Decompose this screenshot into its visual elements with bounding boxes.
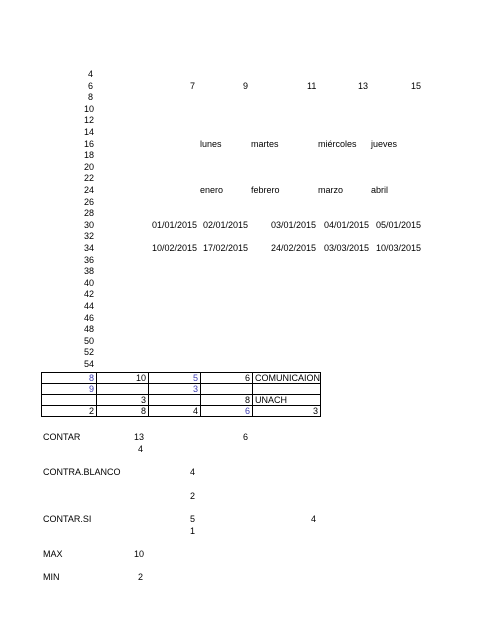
- cell: 02/01/2015: [203, 219, 249, 230]
- formula-label-min: MIN: [43, 572, 60, 582]
- cell: 40: [84, 277, 95, 288]
- cell: 16: [84, 138, 95, 149]
- cell: 30: [84, 219, 95, 230]
- cell: 26: [84, 196, 95, 207]
- table-cell[interactable]: 8: [42, 373, 97, 384]
- table-cell[interactable]: 8: [97, 406, 149, 417]
- table-row: [42, 406, 321, 417]
- table-cell[interactable]: 9: [42, 384, 97, 395]
- cell: 8: [88, 92, 94, 103]
- cell: 44: [84, 301, 95, 311]
- cell: 54: [84, 359, 95, 369]
- table-cell[interactable]: [42, 395, 97, 406]
- cell: 6: [88, 80, 94, 91]
- cell: 28: [84, 208, 95, 219]
- table-cell[interactable]: UNACH: [253, 395, 321, 406]
- cell: 34: [84, 243, 95, 253]
- table-cell[interactable]: 4: [149, 406, 201, 417]
- formula-value: 13: [134, 432, 145, 442]
- formula-label-max: MAX: [43, 549, 63, 559]
- cell: 14: [84, 127, 95, 137]
- cell: 20: [84, 161, 95, 172]
- table-row: [42, 395, 321, 406]
- table-cell[interactable]: 8: [201, 395, 253, 406]
- table-cell[interactable]: 5: [149, 373, 201, 384]
- cell: 22: [84, 173, 95, 184]
- formula-value: 10: [134, 549, 145, 559]
- cell: febrero: [251, 185, 280, 195]
- table-row: [42, 384, 321, 395]
- table-cell[interactable]: 6: [201, 373, 253, 384]
- cell: 38: [84, 266, 95, 277]
- formula-label-contar-si: CONTAR.SI: [43, 514, 92, 524]
- cell: 42: [84, 289, 95, 300]
- cell: 11: [307, 80, 317, 91]
- formula-label-contar: CONTAR: [43, 432, 81, 442]
- table-cell[interactable]: 6: [201, 406, 253, 417]
- cell: 24/02/2015: [271, 243, 317, 253]
- cell: 01/01/2015: [152, 219, 198, 230]
- cell: 50: [84, 335, 95, 346]
- cell: 03/01/2015: [271, 219, 317, 230]
- formula-value: 4: [138, 444, 144, 454]
- cell: 10/02/2015: [152, 243, 198, 253]
- cell: 36: [84, 254, 95, 265]
- data-table: [41, 372, 321, 417]
- cell: abril: [371, 185, 389, 195]
- table-row: [42, 373, 321, 384]
- cell: 52: [84, 347, 95, 358]
- cell: 15: [411, 80, 422, 91]
- cell: 9: [243, 80, 249, 91]
- cell: 05/01/2015: [376, 219, 422, 230]
- formula-value: 2: [138, 572, 144, 582]
- cell: 10: [84, 103, 95, 114]
- table-cell[interactable]: 10: [97, 373, 149, 384]
- table-cell[interactable]: [253, 384, 321, 395]
- cell: 10/03/2015: [376, 243, 422, 253]
- table-cell[interactable]: 3: [149, 384, 201, 395]
- cell: 13: [358, 80, 369, 91]
- cell: 03/03/2015: [324, 243, 370, 253]
- formula-value: 6: [243, 432, 249, 442]
- cell: 48: [84, 324, 95, 335]
- table-cell[interactable]: [149, 395, 201, 406]
- table-cell[interactable]: 3: [253, 406, 321, 417]
- formula-label-contra-blanco: CONTRA.BLANCO: [43, 467, 121, 477]
- table-cell[interactable]: 2: [42, 406, 97, 417]
- cell: 12: [84, 115, 95, 126]
- cell: 7: [190, 80, 196, 91]
- formula-value: 2: [190, 491, 196, 501]
- formula-value: 4: [190, 467, 196, 477]
- cell: marzo: [318, 185, 344, 195]
- table-cell[interactable]: [97, 384, 149, 395]
- cell: 46: [84, 312, 95, 323]
- cell: 17/02/2015: [203, 243, 249, 253]
- cell: 04/01/2015: [324, 219, 370, 230]
- formula-value: 5: [190, 514, 196, 524]
- cell: 18: [84, 150, 95, 161]
- cell: 4: [88, 69, 94, 79]
- table-cell[interactable]: COMUNICAION: [253, 373, 321, 384]
- cell: 32: [84, 231, 95, 242]
- formula-value: 4: [311, 514, 317, 524]
- cell: enero: [200, 185, 224, 195]
- table-cell[interactable]: [201, 384, 253, 395]
- cell: jueves: [371, 138, 398, 149]
- cell: miércoles: [318, 138, 357, 149]
- cell: 24: [84, 185, 95, 195]
- table-cell[interactable]: 3: [97, 395, 149, 406]
- cell: lunes: [200, 138, 222, 149]
- formula-value: 1: [190, 526, 196, 536]
- cell: martes: [251, 138, 279, 149]
